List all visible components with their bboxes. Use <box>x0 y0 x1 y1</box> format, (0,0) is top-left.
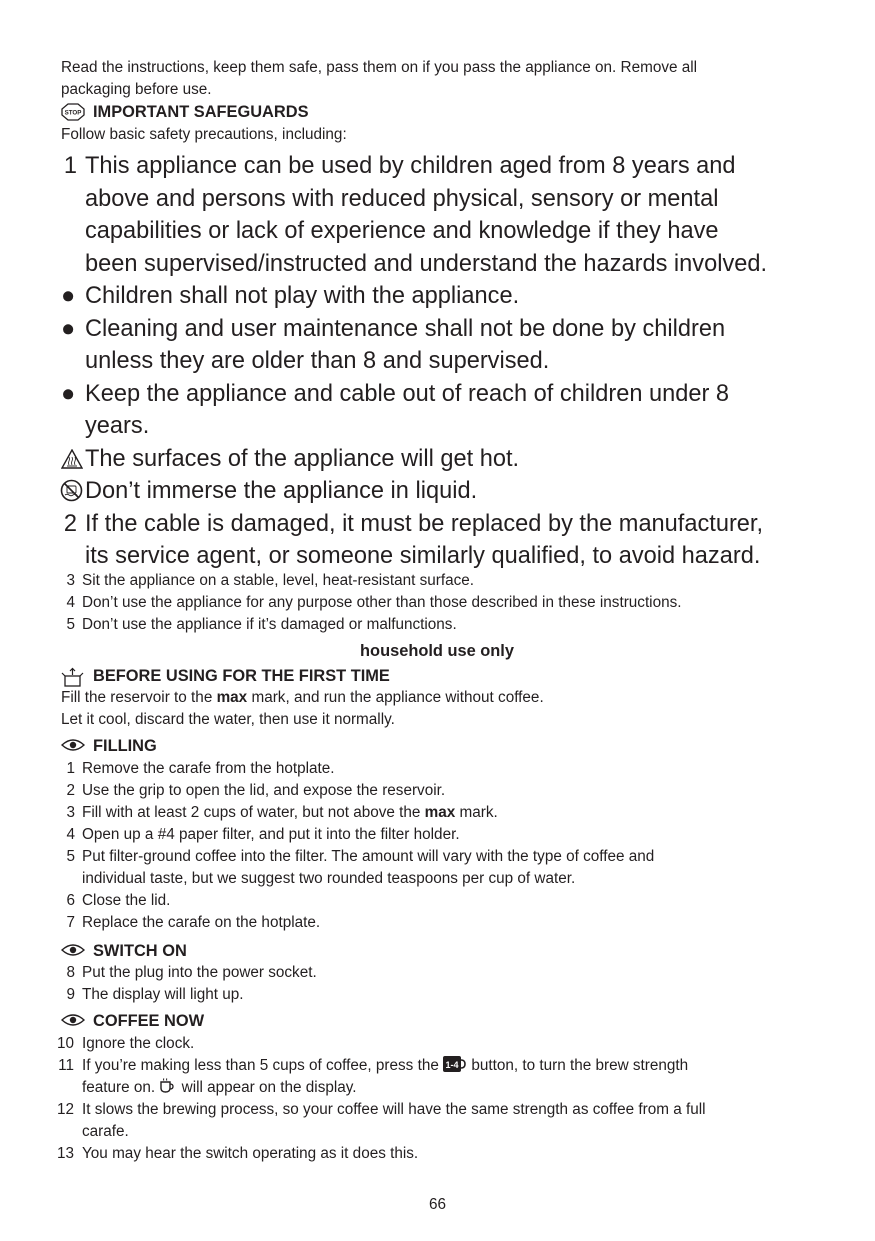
safeguards-small-list <box>61 570 821 636</box>
item-number: 3 <box>66 804 75 821</box>
item-line: carafe. <box>82 1123 129 1140</box>
item-text: Open up a #4 paper filter, and put it into the filter holder. <box>82 826 460 843</box>
item-number: 4 <box>66 826 75 843</box>
item-number: 10 <box>56 1035 74 1052</box>
item-number: 5 <box>66 616 75 633</box>
first-time-line: Let it cool, discard the water, then use it normally. <box>61 711 395 728</box>
item-line: individual taste, but we suggest two rounded teaspoons per cup of water. <box>82 870 576 887</box>
list-item <box>61 508 831 573</box>
item-text: Put the plug into the power socket. <box>82 964 317 981</box>
item-text: The display will light up. <box>82 986 244 1003</box>
safeguards-heading <box>61 101 309 123</box>
item-text: Sit the appliance on a stable, level, heat-resistant surface. <box>82 572 474 589</box>
item-number: 1 <box>63 153 77 179</box>
item-number: 13 <box>56 1145 74 1162</box>
switch-on-list <box>61 962 821 1006</box>
list-item <box>61 780 821 802</box>
stop-icon-label: STOP <box>64 109 82 117</box>
bullet-item <box>61 313 831 378</box>
item-number: 11 <box>58 1057 74 1074</box>
item-line: years. <box>85 413 150 439</box>
text-segment: Fill with at least 2 cups of water, but not above the <box>82 804 425 821</box>
first-time-line <box>61 687 821 709</box>
page-number: 66 <box>428 1196 446 1213</box>
list-item <box>56 1033 831 1055</box>
text-segment: feature on. <box>82 1079 160 1096</box>
item-line: Don’t immerse the appliance in liquid. <box>85 478 478 504</box>
filling-list <box>61 758 821 934</box>
item-line: capabilities or lack of experience and knowledge if they have <box>85 218 719 244</box>
bullet-item <box>61 280 831 313</box>
text-segment: Fill the reservoir to the <box>61 689 217 706</box>
list-item <box>58 1055 831 1099</box>
item-number: 12 <box>56 1101 74 1118</box>
eye-icon <box>61 942 85 960</box>
list-item <box>61 912 821 934</box>
eye-icon <box>61 737 85 755</box>
intro-paragraph <box>61 57 821 101</box>
stop-icon <box>61 103 85 121</box>
item-line: This appliance can be used by children aged from 8 years and <box>85 153 736 179</box>
first-time-heading <box>61 665 390 687</box>
list-item <box>61 802 821 824</box>
safeguards-large-list <box>61 150 831 573</box>
list-item <box>61 614 821 636</box>
list-item <box>61 570 821 592</box>
item-line: its service agent, or someone similarly qualified, to avoid hazard. <box>85 543 761 569</box>
first-time-heading-text: BEFORE USING FOR THE FIRST TIME <box>93 667 390 685</box>
text-segment: If you’re making less than 5 cups of coffee, press the <box>82 1057 444 1074</box>
item-number: 1 <box>66 760 75 777</box>
list-item <box>61 846 821 890</box>
list-item <box>61 962 821 984</box>
intro-line: Read the instructions, keep them safe, pass them on if you pass the appliance on. Remove all <box>61 59 698 76</box>
cup-icon <box>159 1078 177 1094</box>
unpack-box-icon <box>61 667 85 685</box>
item-line: Keep the appliance and cable out of reach of children under 8 <box>85 380 730 407</box>
item-text: Don’t use the appliance if it’s damaged or malfunctions. <box>82 616 457 633</box>
item-text: Close the lid. <box>82 892 171 909</box>
coffee-now-heading-text: COFFEE NOW <box>93 1012 205 1030</box>
hot-warning <box>61 443 831 476</box>
item-line: The surfaces of the appliance will get hot. <box>85 445 520 472</box>
intro-line: packaging before use. <box>61 81 212 98</box>
eye-icon <box>61 1012 85 1030</box>
bullet-icon: ● <box>61 380 76 407</box>
item-line: Children shall not play with the appliance. <box>85 283 520 309</box>
item-line: Cleaning and user maintenance shall not be done by children <box>85 315 726 342</box>
item-text: Use the grip to open the lid, and expose the reservoir. <box>82 782 446 799</box>
item-number: 7 <box>66 914 75 931</box>
item-number: 8 <box>66 964 75 981</box>
list-item <box>61 984 821 1006</box>
item-line <box>82 1077 831 1099</box>
item-text: You may hear the switch operating as it does this. <box>82 1145 419 1162</box>
list-item <box>56 1143 831 1165</box>
coffee-now-heading <box>61 1010 204 1032</box>
item-line: been supervised/instructed and understand the hazards involved. <box>85 250 768 277</box>
safeguards-subheading: Follow basic safety precautions, including: <box>61 126 347 143</box>
text-segment: mark. <box>455 804 498 821</box>
item-number: 4 <box>66 594 75 611</box>
item-number: 5 <box>66 848 75 865</box>
filling-heading-text: FILLING <box>93 737 157 755</box>
item-line: unless they are older than 8 and supervised. <box>85 348 550 374</box>
filling-heading <box>61 735 157 757</box>
item-number: 2 <box>66 782 75 799</box>
list-item <box>61 592 821 614</box>
max-emphasis: max <box>424 804 456 821</box>
bullet-item <box>61 378 831 443</box>
item-number: 9 <box>66 986 75 1003</box>
text-segment: will appear on the display. <box>177 1079 357 1096</box>
household-use-only: household use only <box>360 642 514 660</box>
brew-strength-button-label: 1-4 <box>445 1060 459 1070</box>
list-item <box>61 824 821 846</box>
first-time-paragraph <box>61 687 821 731</box>
switch-on-heading <box>61 940 187 962</box>
item-number: 3 <box>66 572 75 589</box>
text-segment: mark, and run the appliance without coffee. <box>247 689 544 706</box>
list-item <box>61 758 821 780</box>
max-emphasis: max <box>216 689 248 706</box>
list-item <box>61 890 821 912</box>
item-text: Replace the carafe on the hotplate. <box>82 914 321 931</box>
item-line: It slows the brewing process, so your coffee will have the same strength as coffee from a full <box>82 1101 706 1118</box>
text-segment: button, to turn the brew strength <box>467 1057 689 1074</box>
brew-strength-button-icon <box>443 1056 467 1072</box>
coffee-now-list <box>56 1033 831 1165</box>
item-text: Remove the carafe from the hotplate. <box>82 760 335 777</box>
bullet-icon: ● <box>61 283 76 309</box>
item-line <box>82 1055 831 1077</box>
item-line: above and persons with reduced physical, sensory or mental <box>85 185 719 212</box>
immerse-warning <box>61 475 831 508</box>
item-number: 6 <box>66 892 75 909</box>
list-item <box>56 1099 831 1143</box>
item-line: Put filter-ground coffee into the filter. The amount will vary with the type of coffee and <box>82 848 655 865</box>
item-text: Ignore the clock. <box>82 1035 195 1052</box>
item-number: 2 <box>63 510 77 537</box>
item-text: Don’t use the appliance for any purpose other than those described in these instructions. <box>82 594 682 611</box>
safeguards-heading-text: IMPORTANT SAFEGUARDS <box>93 103 309 121</box>
item-line: If the cable is damaged, it must be replaced by the manufacturer, <box>85 510 764 537</box>
list-item <box>61 150 831 280</box>
switch-on-heading-text: SWITCH ON <box>93 942 187 960</box>
bullet-icon: ● <box>61 315 76 342</box>
